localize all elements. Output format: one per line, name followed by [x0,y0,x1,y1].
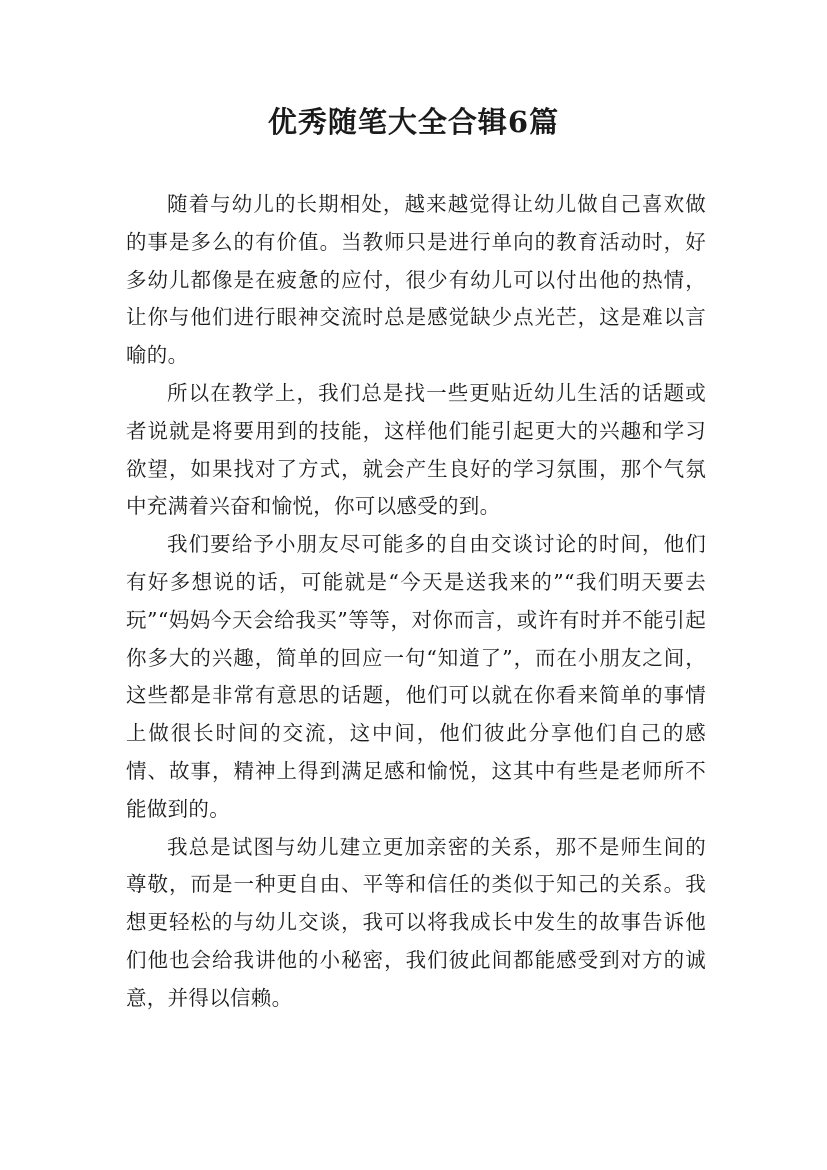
paragraph-4: 我总是试图与幼儿建立更加亲密的关系，那不是师生间的尊敬，而是一种更自由、平等和信任的类似于知己的关系。我想更轻松的与幼儿交谈，我可以将我成长中发生的故事告诉他们他也会给我讲他的小秘密，我们彼此间都能感受到对方的诚意，并得以信赖。 [126,834,706,1010]
paragraph-3: 我们要给予小朋友尽可能多的自由交谈讨论的时间，他们有好多想说的话，可能就是“今天是送我来的”“我们明天要去玩”“妈妈今天会给我买”等等，对你而言，或许有时并不能引起你多大的兴趣，简单的回应一句“知道了”，而在小朋友之间，这些都是非常有意思的话题，他们可以就在你看来简单的事情上做很长时间的交流，这中间，他们彼此分享他们自己的感情、故事，精神上得到满足感和愉悦，这其中有些是老师所不能做到的。 [126,532,706,821]
document-title: 优秀随笔大全合辑6篇 [267,105,560,139]
document-body [126,186,706,1018]
paragraph-1: 随着与幼儿的长期相处，越来越觉得让幼儿做自己喜欢做的事是多么的有价值。当教师只是进行单向的教育活动时，好多幼儿都像是在疲惫的应付，很少有幼儿可以付出他的热情，让你与他们进行眼神交流时总是感觉缺少点光芒，这是难以言喻的。 [126,192,706,368]
paragraph-2: 所以在教学上，我们总是找一些更贴近幼儿生活的话题或者说就是将要用到的技能，这样他们能引起更大的兴趣和学习欲望，如果找对了方式，就会产生良好的学习氛围，那个气氛中充满着兴奋和愉悦，你可以感受的到。 [126,380,706,519]
